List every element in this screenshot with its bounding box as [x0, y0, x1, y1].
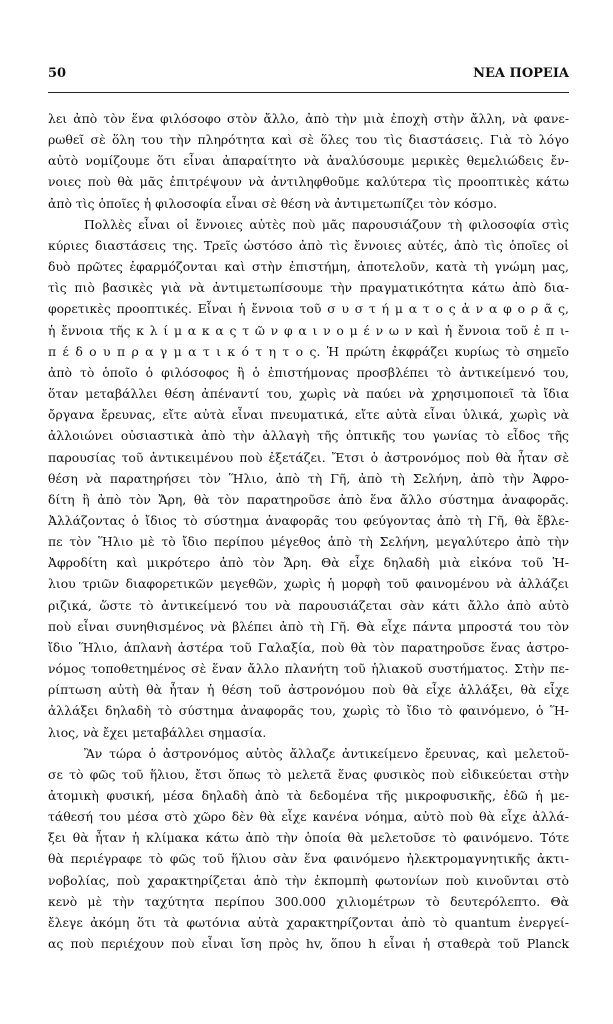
running-title: ΝΕΑ ΠΟΡΕΙΑ: [473, 66, 569, 81]
body-text: [48, 108, 569, 954]
text-line: ξει θὰ ἦταν ἡ κλίμακα κάτω ἀπὸ τὴν ὁποία θὰ μελετοῦσε τὸ φαινόμενο. Τότε: [48, 830, 569, 846]
text-line: θέση νὰ παρατηρήσει τὸν Ἥλιο, ἀπὸ τὴ Γῆ, ἀπὸ τὴ Σελήνη, ἀπὸ τὴν Ἀφρο-: [48, 470, 569, 486]
text-line: λει ἀπὸ τὸν ἕνα φιλόσοφο στὸν ἄλλο, ἀπὸ τὴν μιὰ ἐποχὴ στὴν ἄλλη, νὰ φανε-: [48, 111, 569, 126]
text-line: παρουσίας τοῦ ἀντικειμένου ποὺ ἐξετάζει. Ἔτσι ὁ ἀστρονόμος ποὺ θὰ ἦταν σὲ: [48, 449, 569, 465]
text-line: Πολλὲς εἶναι οἱ ἔννοιες αὐτὲς ποὺ μᾶς παρουσιάζουν τὴ φιλοσοφία στὶς: [84, 216, 569, 232]
text-line: αὐτὸ νομίζουμε ὅτι εἶναι ἀπαραίτητο νὰ ἀναλύσουμε μερικὲς θεμελιώδεις ἔν-: [48, 153, 569, 169]
text-line: λιου τριῶν διαφορετικῶν μεγεθῶν, χωρὶς ἡ μορφὴ τοῦ φαινομένου νὰ ἀλλάζει: [48, 576, 569, 592]
text-line: τάθεσή του μέσα στὸ χῶρο δὲν θὰ εἶχε κανένα νόημα, αὐτὸ ποὺ θὰ εἶχε ἀλλά-: [48, 809, 569, 825]
text-line: ὅταν μεταβάλλει θέση ἀπέναντί του, χωρὶς νὰ παύει νὰ χρησιμοποιεῖ τὰ ἴδια: [48, 386, 569, 402]
text-line: ἀλλοιώνει οὐσιαστικὰ ἀπὸ τὴν ἀλλαγὴ τῆς ὀπτικῆς του γωνίας τὸ εἶδος τῆς: [48, 428, 569, 444]
running-header: [48, 66, 569, 90]
text-line: ἀτομικὴ φυσική, μέσα δηλαδὴ ἀπὸ τὰ δεδομένα τῆς μικροφυσικῆς, ἐδῶ ἡ με-: [48, 788, 569, 803]
text-line: κύριες διαστάσεις της. Τρεῖς ὡστόσο ἀπὸ τὶς ἔννοιες αὐτές, ἀπὸ τὶς ὁποῖες οἱ: [48, 237, 569, 253]
header-rule: [48, 92, 569, 93]
text-line: φορετικὲς προοπτικές. Εἶναι ἡ ἔννοια τοῦ σ υ σ τ ή μ α τ ο ς ἀ ν α φ ο ρ ᾶ ς,: [48, 301, 569, 317]
text-line: κενὸ μὲ τὴν ταχύτητα περίπου 300.000 χιλιομέτρων τὸ δευτερόλεπτο. Θὰ: [48, 893, 569, 909]
text-line: Ἂν τώρα ὁ ἀστρονόμος αὐτὸς ἄλλαζε ἀντικείμενο ἔρευνας, καὶ μελετοῦ-: [84, 745, 569, 761]
text-line: σε τὸ φῶς τοῦ ἥλιου, ἔτσι ὅπως τὸ μελετᾶ ἕνας φυσικὸς ποὺ εἰδικεύεται στὴν: [48, 766, 569, 782]
text-line: δίτη ἢ ἀπὸ τὸν Ἄρη, θὰ τὸν παρατηροῦσε ἀπὸ ἕνα ἄλλο σύστημα ἀναφορᾶς.: [48, 491, 569, 507]
text-line: ἡ ἔννοια τῆς κ λ ί μ α κ α ς τ ῶ ν φ α ι ν ο μ έ ν ω ν καὶ ἡ ἔννοια τοῦ ἐ π ι-: [48, 322, 569, 338]
text-line: θὰ περιέγραφε τὸ φῶς τοῦ ἥλιου σὰν ἕνα φαινόμενο ἠλεκτρομαγνητικῆς ἀκτι-: [48, 851, 569, 867]
text-line: νοιες ποὺ θὰ μᾶς ἐπιτρέψουν νὰ ἀντιληφθοῦμε καλύτερα τὶς προοπτικὲς κάτω: [48, 174, 569, 190]
text-line: τὶς πιὸ βασικὲς γιὰ νὰ ἀντιμετωπίσουμε τὴν πραγματικότητα κάτω ἀπὸ δια-: [48, 280, 569, 296]
text-line: δυὸ πρῶτες ἐφαρμόζονται καὶ στὴν ἐπιστήμη, ἀποτελοῦν, κατὰ τὴ γνώμη μας,: [48, 259, 569, 275]
text-line: ἔλεγε ἀκόμη ὅτι τὰ φωτόνια αὐτὰ χαρακτηρίζονται ἀπὸ τὸ quantum ἐνεργεί-: [48, 914, 569, 930]
text-line: ας ποὺ περιέχουν ποὺ εἶναι ἴση πρὸς hv, ὅπου h εἶναι ἡ σταθερὰ τοῦ Planck: [48, 936, 569, 952]
text-line: π έ δ ο υ π ρ α γ μ α τ ι κ ό τ η τ ο ς. Ἡ πρώτη ἐκφράζει κυρίως τὸ σημεῖο: [48, 343, 569, 359]
text-line: ποὺ εἶναι συνηθισμένος νὰ βλέπει ἀπὸ τὴ Γῆ. Θὰ εἶχε πάντα μπροστά του τὸν: [48, 618, 569, 634]
text-line: λιος, νὰ ἔχει μεταβάλλει σημασία.: [48, 724, 267, 740]
text-line: Ἀφροδίτη καὶ μικρότερο ἀπὸ τὸν Ἄρη. Θὰ εἶχε δηλαδὴ μιὰ εἰκόνα τοῦ Ἡ-: [48, 555, 569, 571]
text-line: ρίπτωση αὐτὴ θὰ ἦταν ἡ θέση τοῦ ἀστρονόμου ποὺ θὰ εἶχε ἀλλάξει, θὰ εἶχε: [48, 682, 569, 698]
text-line: πε τὸν Ἥλιο μὲ τὸ ἴδιο περίπου μέγεθος ἀπὸ τὴ Σελήνη, μεγαλύτερο ἀπὸ τὴν: [48, 534, 569, 550]
text-line: ρωθεῖ σὲ ὅλη του τὴν πληρότητα καὶ σὲ ὅλες του τὶς διαστάσεις. Γιὰ τὸ λόγο: [48, 132, 569, 148]
text-line: ἀπὸ τὶς ὁποῖες ἡ φιλοσοφία εἶναι σὲ θέση νὰ ἀντιμετωπίζει τὸν κόσμο.: [48, 195, 498, 211]
text-line: ἀλλάξει δηλαδὴ τὸ σύστημα ἀναφορᾶς του, χωρὶς τὸ ἴδιο τὸ φαινόμενο, ὁ Ἥ-: [48, 703, 569, 719]
text-line: Ἀλλάζοντας ὁ ἴδιος τὸ σύστημα ἀναφορᾶς του φεύγοντας ἀπὸ τὴ Γῆ, θὰ ἔβλε-: [48, 512, 569, 528]
text-line: νόμος τοποθετημένος σὲ ἕναν ἄλλο πλανήτη τοῦ ἡλιακοῦ συστήματος. Στὴν πε-: [48, 661, 569, 677]
text-line: ριζικά, ὥστε τὸ ἀντικείμενό του νὰ παρουσιάζεται σὰν κάτι ἄλλο ἀπὸ αὐτὸ: [48, 597, 569, 613]
text-line: ἴδιο Ἥλιο, ἁπλανὴ ἀστέρα τοῦ Γαλαξία, ποὺ θὰ τὸν παρατηροῦσε ἕνας ἀστρο-: [48, 639, 569, 655]
text-line: ὄργανα ἔρευνας, εἴτε αὐτὰ εἶναι πνευματικά, εἴτε αὐτὰ εἶναι ὑλικά, χωρὶς νὰ: [48, 407, 569, 423]
text-line: ἀπὸ τὸ ὁποῖο ὁ φιλόσοφος ἢ ὁ ἐπιστήμονας προσβλέπει τὸ ἀντικείμενό του,: [48, 364, 569, 380]
text-line: νοβολίας, ποὺ χαρακτηρίζεται ἀπὸ τὴν ἐκπομπὴ φωτονίων ποὺ κινοῦνται στὸ: [48, 872, 569, 888]
page-number: 50: [48, 66, 67, 81]
